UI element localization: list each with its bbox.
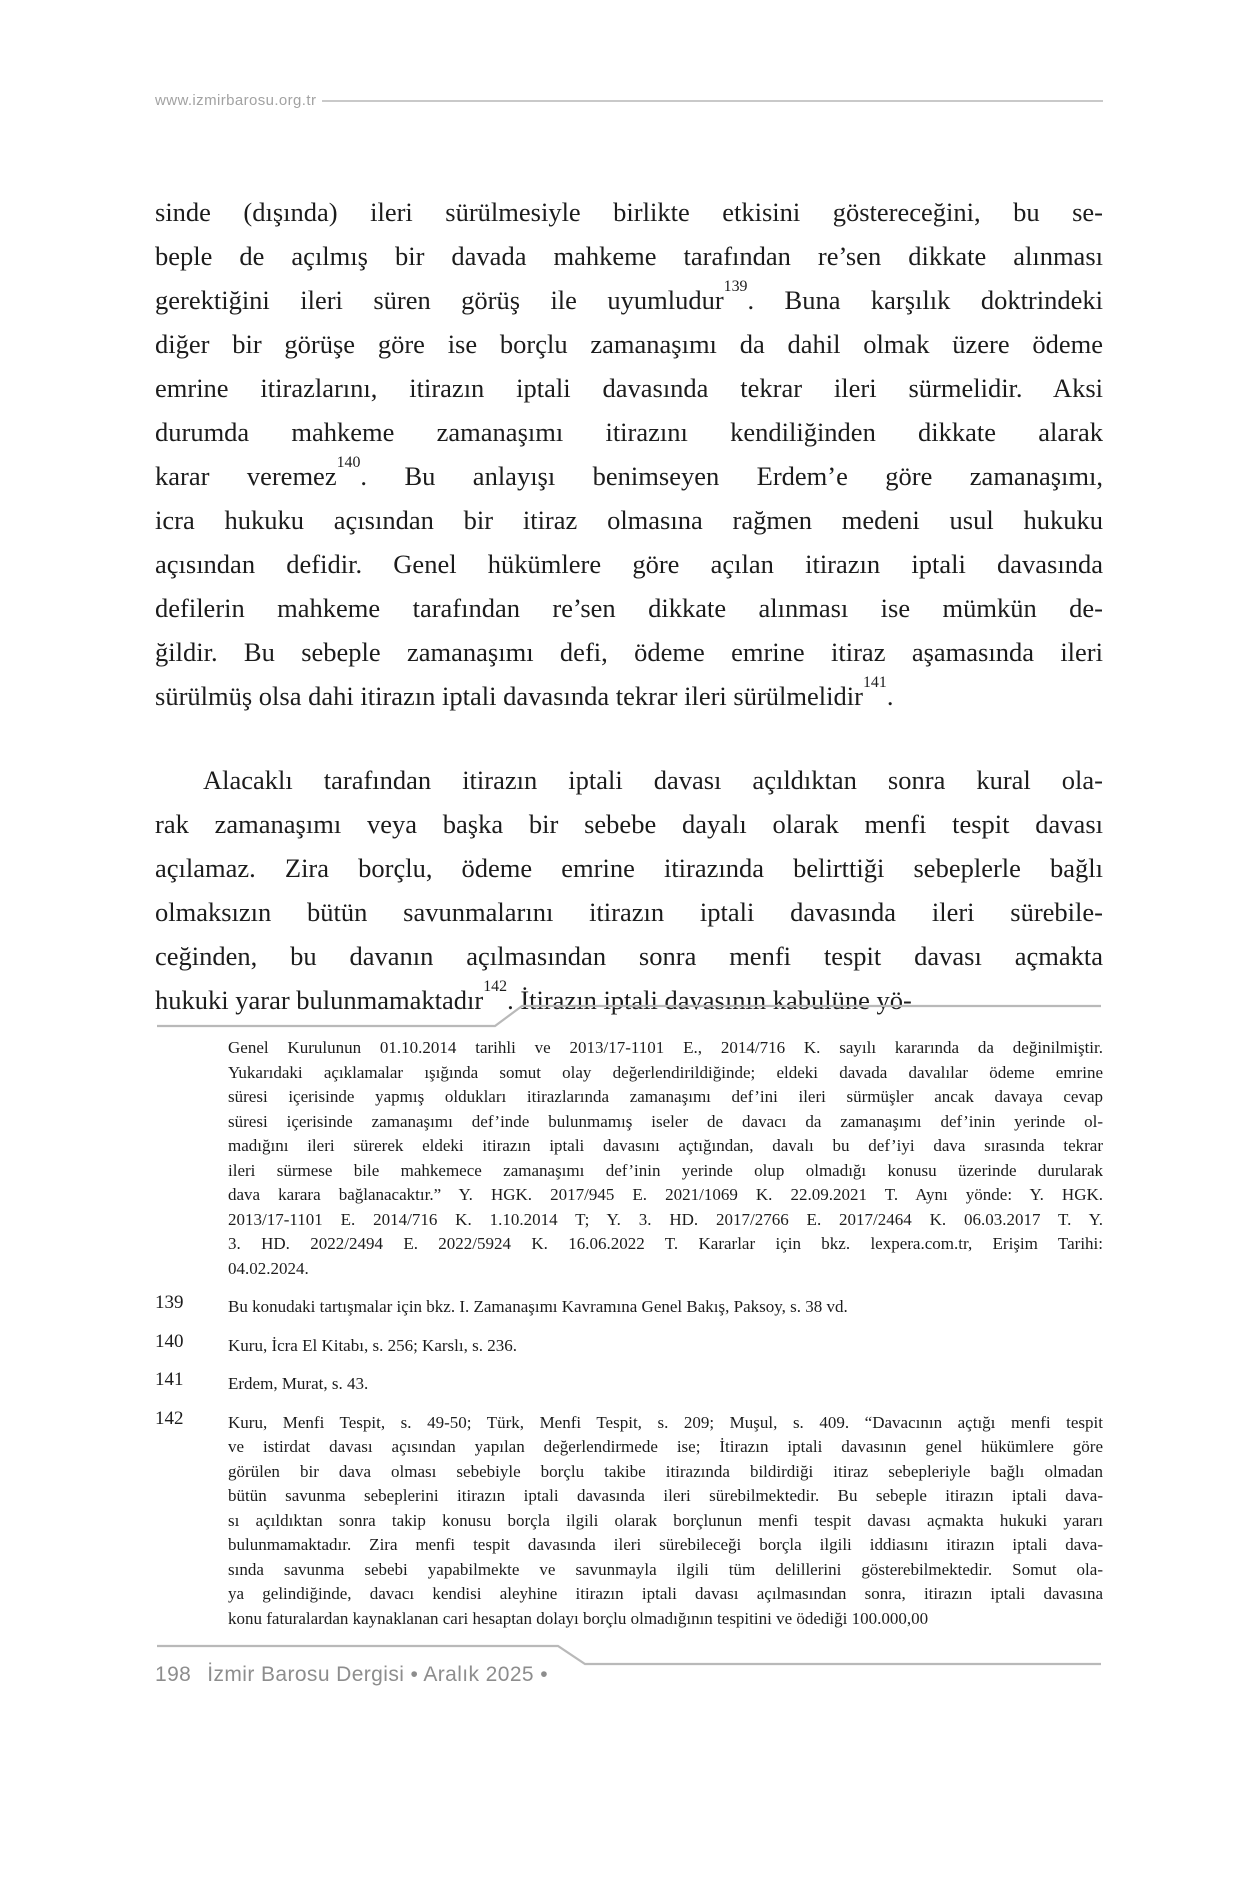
footnote-number: 142: [155, 1407, 184, 1429]
text-line: Bu konudaki tartışmalar için bkz. I. Zamanaşımı Kavramına Genel Bakış, Paksoy, s. 38 vd.: [228, 1297, 848, 1316]
footnote-item: [155, 1369, 1103, 1397]
footnote-ref: 141: [862, 674, 887, 692]
text-line: sında savunma sebebi yapabilmekte ve savunmayla ilgili tüm delillerini gösterebilmektedir. Somut ola-: [228, 1559, 1103, 1579]
text-line: ileri sürmese bile mahkemece zamanaşımı def’inin yerinde olup olmadığı konusu üzerinde durularak: [228, 1160, 1103, 1180]
header-website-url: www.izmirbarosu.org.tr: [155, 92, 317, 109]
text-line: açılamaz. Zira borçlu, ödeme emrine itirazında belirttiği sebeplerle bağlı: [155, 853, 1103, 883]
page-number: 198: [155, 1663, 192, 1686]
text-line: icra hukuku açısından bir itiraz olmasına rağmen medeni usul hukuku: [155, 505, 1103, 535]
text-line: ceğinden, bu davanın açılmasından sonra menfi tespit davası açmakta: [155, 941, 1103, 971]
text-line: hukuki yarar bulunmamaktadır$^{142}$. İtirazın iptali davasının kabulüne yö-: [155, 978, 912, 1015]
text-line: sı açıldıktan sonra takip konusu borçla ilgili olarak borçlunun menfi tespit davası açmakta hukuki yararı: [228, 1510, 1103, 1530]
footnote-number: 139: [155, 1292, 184, 1313]
footnote-ref: 142: [483, 978, 508, 996]
text-line: Genel Kurulunun 01.10.2014 tarihli ve 2013/17-1101 E., 2014/716 K. sayılı kararında da değinilmiştir.: [228, 1038, 1103, 1057]
text-line: konu faturalardan kaynaklanan cari hesaptan dolayı borçlu olmadığının tespitini ve ödediği 100.000,00: [228, 1608, 929, 1628]
text-line: açısından defidir. Genel hükümlere göre açılan itirazın iptali davasında: [155, 549, 1103, 579]
footnote-continuation: [228, 1036, 1103, 1281]
text-line: emrine itirazlarını, itirazın iptali davasında tekrar ileri sürmelidir. Aksi: [155, 373, 1103, 403]
text-line: rak zamanaşımı veya başka bir sebebe dayalı olarak menfi tespit davası: [155, 809, 1103, 839]
text-line: sinde (dışında) ileri sürülmesiyle birlikte etkisini göstereceğini, bu se-: [155, 197, 1103, 227]
footnote-text: [228, 1295, 1103, 1320]
text-line: Yukarıdaki açıklamalar ışığında somut olay değerlendirildiğinde; eldeki davada davalılar ödeme emrine: [228, 1062, 1103, 1082]
text-line: 3. HD. 2022/2494 E. 2022/5924 K. 16.06.2022 T. Kararlar için bkz. lexpera.com.tr, Erişim Tarihi:: [228, 1234, 1103, 1253]
page-footer: [155, 1663, 548, 1687]
text-line: Alacaklı tarafından itirazın iptali davası açıldıktan sonra kural ola-: [203, 765, 1103, 795]
text-line: beple de açılmış bir davada mahkeme tarafından re’sen dikkate alınması: [155, 241, 1103, 271]
footnote-item: [155, 1292, 1103, 1320]
text-line: Erdem, Murat, s. 43.: [228, 1374, 369, 1393]
text-line: bütün savunma sebeplerini itirazın iptali davasında ileri sürebilmektedir. Bu sebeple itirazın iptali dava-: [228, 1486, 1103, 1505]
body-paragraph: [155, 190, 1103, 718]
footnote-ref: 139: [723, 278, 748, 296]
text-line: ve istirdat davası açısından yapılan değerlendirmede ise; İtirazın iptali davasının genel hükümlere göre: [228, 1437, 1103, 1456]
text-line: sürülmüş olsa dahi itirazın iptali davasında tekrar ileri sürülmelidir$^{141}$.: [155, 674, 894, 711]
text-line: süresi içerisinde yapmış oldukları itirazlarında zamanaşımı def’ini ileri sürmüşler ancak davaya cevap: [228, 1087, 1103, 1106]
footnote-text: [228, 1411, 1103, 1632]
text-line: süresi içerisinde zamanaşımı def’inde bulunmamış iseler de davacı da zamanaşımı def’inin yerinde ol-: [228, 1111, 1103, 1131]
text-line: ğildir. Bu sebeple zamanaşımı defi, ödeme emrine itiraz aşamasında ileri: [155, 637, 1103, 667]
text-line: Kuru, Menfi Tespit, s. 49-50; Türk, Menfi Tespit, s. 209; Muşul, s. 409. “Davacının açtığı menfi tespit: [228, 1412, 1103, 1432]
footnote-item: [155, 1407, 1103, 1632]
footnote-separator-line: [155, 1003, 1103, 1029]
footnote-number: 140: [155, 1330, 184, 1352]
journal-title-line: İzmir Barosu Dergisi • Aralık 2025 •: [207, 1663, 548, 1686]
footnote-item: [155, 1330, 1103, 1359]
footnote-number: 141: [155, 1369, 184, 1390]
text-line: durumda mahkeme zamanaşımı itirazını kendiliğinden dikkate alarak: [155, 417, 1103, 447]
footnote-items: [155, 1292, 1103, 1631]
body-text: [155, 190, 1103, 1022]
footnote-text: [228, 1372, 1103, 1397]
text-line: 04.02.2024.: [228, 1258, 309, 1278]
text-line: diğer bir görüşe göre ise borçlu zamanaşımı da dahil olmak üzere ödeme: [155, 329, 1103, 359]
text-line: gerektiğini ileri süren görüş ile uyumludur$^{139}$. Buna karşılık doktrindeki: [155, 278, 1103, 315]
text-line: Kuru, İcra El Kitabı, s. 256; Karslı, s. 236.: [228, 1335, 517, 1355]
text-line: karar veremez$^{140}$. Bu anlayışı benimseyen Erdem’e göre zamanaşımı,: [155, 454, 1103, 491]
page-header: [155, 92, 1103, 109]
footnote-ref: 140: [336, 454, 361, 472]
header-rule: [322, 100, 1103, 102]
text-line: olmaksızın bütün savunmalarını itirazın iptali davasında ileri sürebile-: [155, 897, 1103, 927]
text-line: görülen bir dava olması sebebiyle borçlu takibe itirazında bildirdiği itiraz sebepleriyle bağlı olmadan: [228, 1461, 1103, 1481]
text-line: ya gelindiğinde, davacı kendisi aleyhine itirazın iptali davası açılmasından sonra, itirazın iptali davasına: [228, 1584, 1103, 1603]
text-line: 2013/17-1101 E. 2014/716 K. 1.10.2014 T; Y. 3. HD. 2017/2766 E. 2017/2464 K. 06.03.2017 T. Y.: [228, 1209, 1103, 1229]
text-line: bulunmamaktadır. Zira menfi tespit davasında ileri sürebileceği borçla ilgili iddiasını itirazın iptali dava-: [228, 1535, 1103, 1554]
footnotes-section: [155, 1036, 1103, 1631]
body-paragraph: [155, 758, 1103, 1022]
text-line: dava karara bağlanacaktır.” Y. HGK. 2017/945 E. 2021/1069 K. 22.09.2021 T. Aynı yönde: Y. HGK.: [228, 1185, 1103, 1204]
footnote-text: [228, 1334, 1103, 1359]
text-line: defilerin mahkeme tarafından re’sen dikkate alınması ise mümkün de-: [155, 593, 1103, 623]
text-line: madığını ileri sürerek eldeki itirazın iptali davasını açtığından, davalı bu def’iyi dava sırasında tekrar: [228, 1136, 1103, 1155]
